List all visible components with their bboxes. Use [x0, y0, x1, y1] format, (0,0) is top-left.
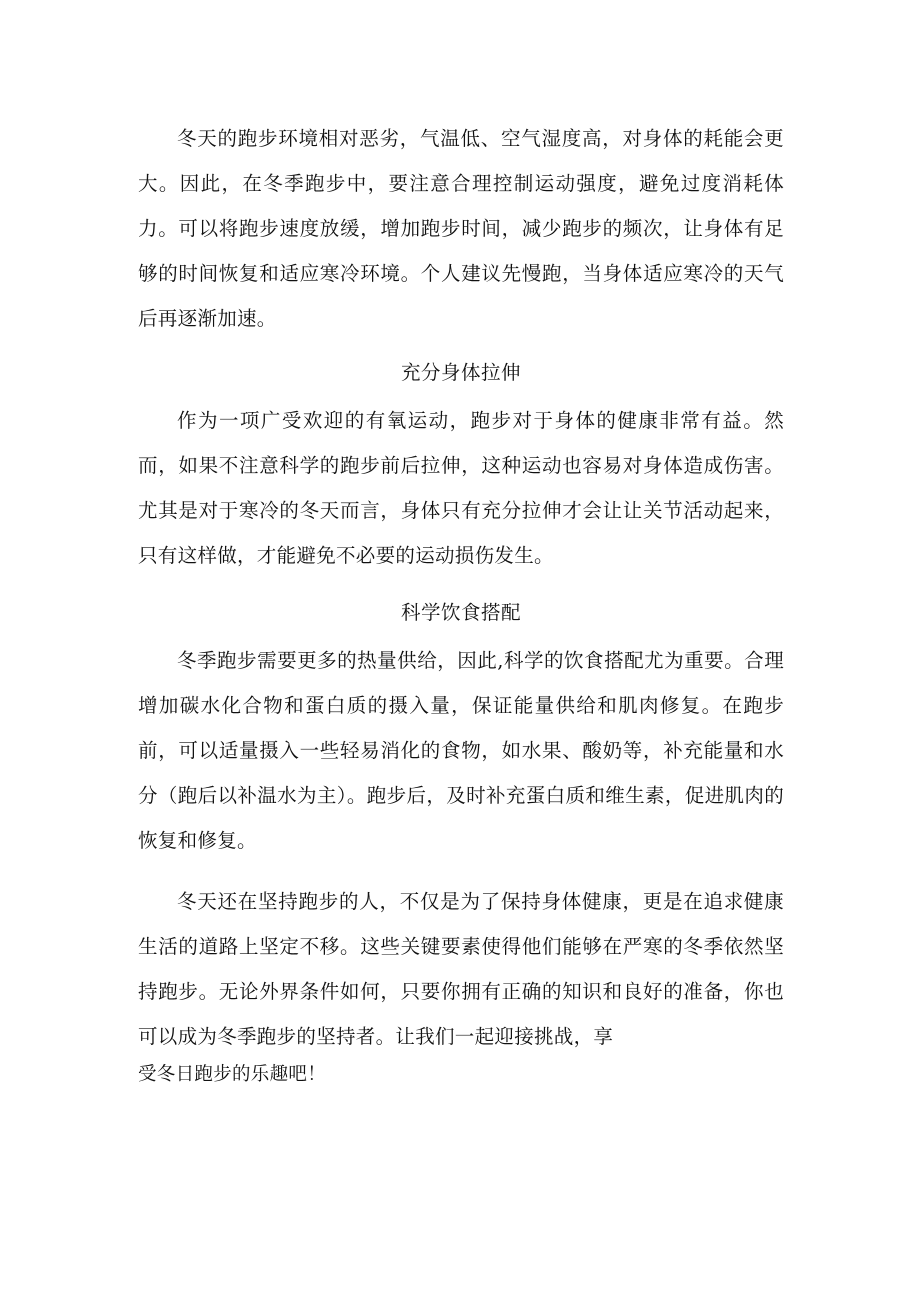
paragraph-conclusion-tail: 受冬日跑步的乐趣吧！ — [138, 1064, 327, 1085]
section-heading-stretching: 充分身体拉伸 — [400, 361, 521, 384]
paragraph-conclusion — [138, 879, 784, 1091]
paragraph-diet: 冬季跑步需要更多的热量供给，因此,科学的饮食搭配尤为重要。合理增加碳水化合物和蛋白质的摄入量，保证能量供给和肌肉修复。在跑步前，可以适量摄入一些轻易消化的食物，如水果、酸奶等，补充能量和水分（跑后以补温水为主）。跑步后，及时补充蛋白质和维生素，促进肌肉的恢复和修复。 — [138, 649, 784, 852]
paragraph-stretching: 作为一项广受欢迎的有氧运动，跑步对于身体的健康非常有益。然而，如果不注意科学的跑步前后拉伸，这种运动也容易对身体造成伤害。尤其是对于寒冷的冬天而言，身体只有充分拉伸才会让让关节活动起来，只有这样做，才能避免不必要的运动损伤发生。 — [138, 409, 784, 567]
paragraph-running-intensity: 冬天的跑步环境相对恶劣，气温低、空气湿度高，对身体的耗能会更大。因此，在冬季跑步中，要注意合理控制运动强度，避免过度消耗体力。可以将跑步速度放缓，增加跑步时间，减少跑步的频次，让身体有足够的时间恢复和适应寒冷环境。个人建议先慢跑，当身体适应寒冷的天气后再逐渐加速。 — [138, 127, 784, 330]
paragraph-conclusion-main: 冬天还在坚持跑步的人，不仅是为了保持身体健康，更是在追求健康生活的道路上坚定不移。这些关键要素使得他们能够在严寒的冬季依然坚持跑步。无论外界条件如何，只要你拥有正确的知识和良好的准备，你也可以成为冬季跑步的坚持者。让我们一起迎接挑战，享 — [138, 890, 784, 1048]
section-heading-diet: 科学饮食搭配 — [400, 601, 521, 624]
